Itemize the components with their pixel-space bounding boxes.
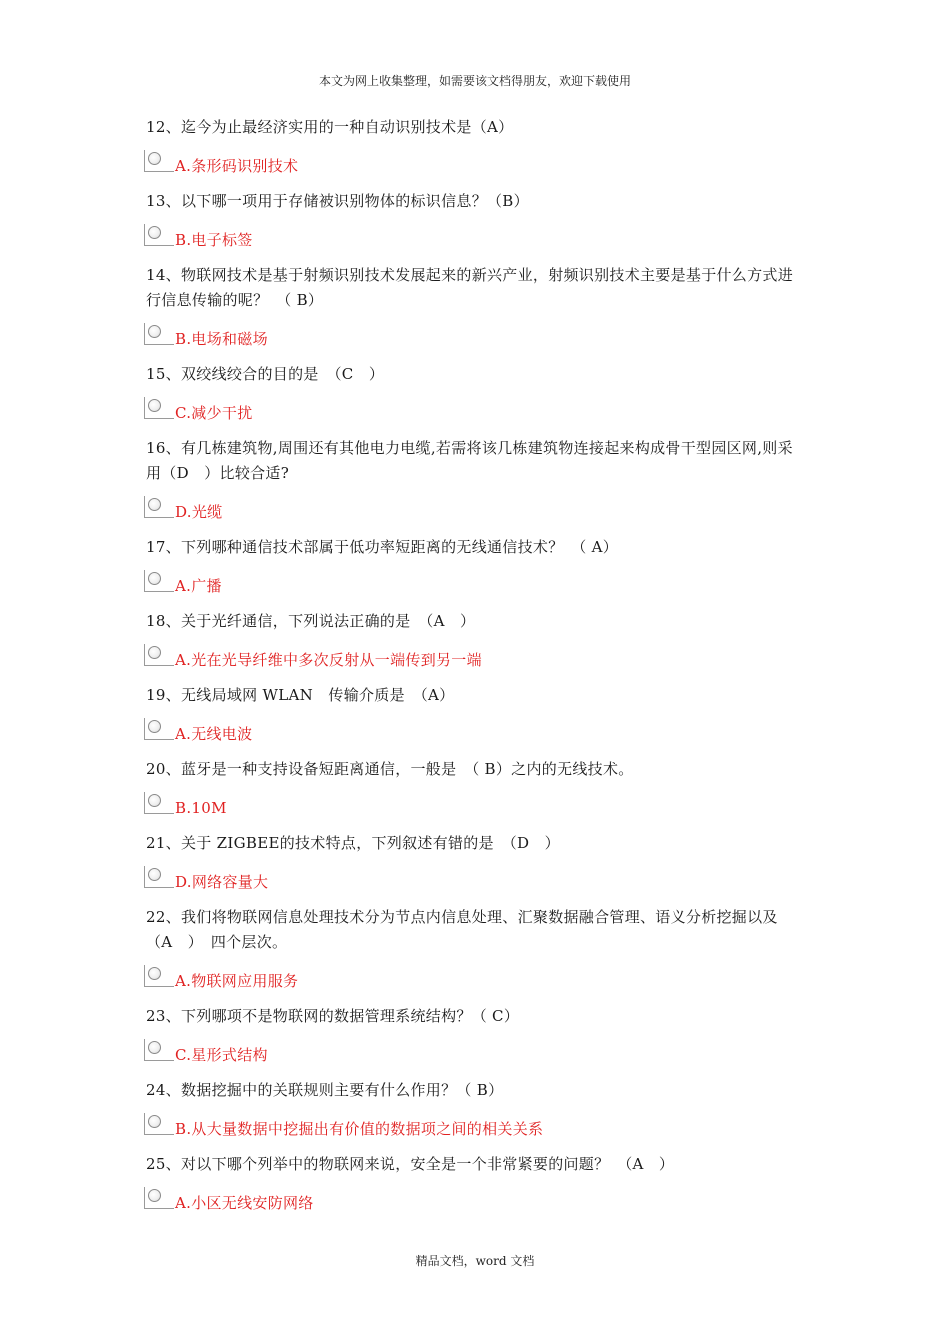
- radio-button-icon[interactable]: [148, 226, 161, 239]
- radio-frame: [144, 496, 174, 518]
- radio-frame: [144, 644, 174, 666]
- radio-frame: [144, 1113, 174, 1135]
- question-item: [146, 905, 806, 995]
- answer-option[interactable]: [146, 718, 806, 748]
- radio-frame: [144, 150, 174, 172]
- answer-label: D.网络容量大: [175, 873, 269, 891]
- question-text: 23、下列哪项不是物联网的数据管理系统结构？（ C）: [146, 1007, 520, 1025]
- radio-button-icon[interactable]: [148, 720, 161, 733]
- radio-button-icon[interactable]: [148, 399, 161, 412]
- radio-frame: [144, 397, 174, 419]
- answer-label: A.光在光导纤维中多次反射从一端传到另一端: [175, 651, 482, 669]
- answer-option[interactable]: [146, 965, 806, 995]
- radio-button-icon[interactable]: [148, 794, 161, 807]
- radio-button-icon[interactable]: [148, 1189, 161, 1202]
- question-item: [146, 189, 806, 254]
- question-item: [146, 683, 806, 748]
- question-text: 13、以下哪一项用于存储被识别物体的标识信息？（B）: [146, 192, 529, 210]
- radio-button-icon[interactable]: [148, 868, 161, 881]
- answer-option[interactable]: [146, 644, 806, 674]
- question-item: [146, 263, 806, 353]
- page-header: 本文为网上收集整理，如需要该文档得朋友，欢迎下载使用: [318, 74, 631, 88]
- radio-button-icon[interactable]: [148, 152, 161, 165]
- question-item: [146, 1004, 806, 1069]
- answer-label: A.小区无线安防网络: [175, 1194, 314, 1212]
- answer-option[interactable]: [146, 224, 806, 254]
- question-text: 17、下列哪种通信技术部属于低功率短距离的无线通信技术？ （ A）: [146, 538, 619, 556]
- question-text: 14、物联网技术是基于射频识别技术发展起来的新兴产业，射频识别技术主要是基于什么方式进行信息传输的呢？ （ B）: [146, 266, 793, 309]
- radio-button-icon[interactable]: [148, 967, 161, 980]
- radio-frame: [144, 1039, 174, 1061]
- radio-frame: [144, 792, 174, 814]
- answer-label: B.电场和磁场: [175, 330, 268, 348]
- answer-option[interactable]: [146, 323, 806, 353]
- radio-frame: [144, 323, 174, 345]
- radio-button-icon[interactable]: [148, 1115, 161, 1128]
- question-item: [146, 115, 806, 180]
- radio-button-icon[interactable]: [148, 646, 161, 659]
- answer-option[interactable]: [146, 1187, 806, 1217]
- question-text: 19、无线局域网 WLAN 传输介质是 （A）: [146, 686, 455, 704]
- question-text: 25、对以下哪个列举中的物联网来说，安全是一个非常紧要的问题？ （A ）: [146, 1155, 675, 1173]
- question-item: [146, 362, 806, 427]
- answer-label: A.条形码识别技术: [175, 157, 299, 175]
- question-text: 16、有几栋建筑物,周围还有其他电力电缆,若需将该几栋建筑物连接起来构成骨干型园区网,则采用（D ）比较合适?: [146, 439, 793, 482]
- question-text: 15、双绞线绞合的目的是 （C ）: [146, 365, 385, 383]
- question-text: 21、关于 ZIGBEE的技术特点，下列叙述有错的是 （D ）: [146, 834, 560, 852]
- answer-label: A.广播: [175, 577, 222, 595]
- answer-option[interactable]: [146, 1113, 806, 1143]
- radio-button-icon[interactable]: [148, 325, 161, 338]
- answer-label: C.减少干扰: [175, 404, 253, 422]
- answer-label: B.10M: [175, 799, 227, 817]
- question-item: [146, 831, 806, 896]
- radio-button-icon[interactable]: [148, 572, 161, 585]
- question-text: 12、迄今为止最经济实用的一种自动识别技术是（A）: [146, 118, 514, 136]
- question-list: [146, 115, 806, 1226]
- page-footer: 精品文档，word 文档: [415, 1254, 535, 1268]
- radio-frame: [144, 866, 174, 888]
- question-text: 24、数据挖掘中的关联规则主要有什么作用？（ B）: [146, 1081, 504, 1099]
- radio-frame: [144, 718, 174, 740]
- radio-button-icon[interactable]: [148, 498, 161, 511]
- question-item: [146, 1152, 806, 1217]
- radio-button-icon[interactable]: [148, 1041, 161, 1054]
- question-text: 18、关于光纤通信，下列说法正确的是 （A ）: [146, 612, 476, 630]
- answer-option[interactable]: [146, 150, 806, 180]
- question-item: [146, 436, 806, 526]
- answer-label: D.光缆: [175, 503, 223, 521]
- radio-frame: [144, 965, 174, 987]
- question-text: 22、我们将物联网信息处理技术分为节点内信息处理、汇聚数据融合管理、语义分析挖掘以及 （A ） 四个层次。: [146, 908, 794, 951]
- radio-frame: [144, 224, 174, 246]
- answer-label: A.无线电波: [175, 725, 253, 743]
- question-text: 20、蓝牙是一种支持设备短距离通信，一般是 （ B）之内的无线技术。: [146, 760, 634, 778]
- answer-label: B.电子标签: [175, 231, 253, 249]
- answer-option[interactable]: [146, 397, 806, 427]
- answer-label: A.物联网应用服务: [175, 972, 299, 990]
- answer-label: C.星形式结构: [175, 1046, 268, 1064]
- radio-frame: [144, 1187, 174, 1209]
- answer-option[interactable]: [146, 792, 806, 822]
- answer-option[interactable]: [146, 1039, 806, 1069]
- question-item: [146, 757, 806, 822]
- answer-option[interactable]: [146, 570, 806, 600]
- question-item: [146, 535, 806, 600]
- answer-option[interactable]: [146, 496, 806, 526]
- radio-frame: [144, 570, 174, 592]
- question-item: [146, 1078, 806, 1143]
- question-item: [146, 609, 806, 674]
- answer-label: B.从大量数据中挖掘出有价值的数据项之间的相关关系: [175, 1120, 544, 1138]
- answer-option[interactable]: [146, 866, 806, 896]
